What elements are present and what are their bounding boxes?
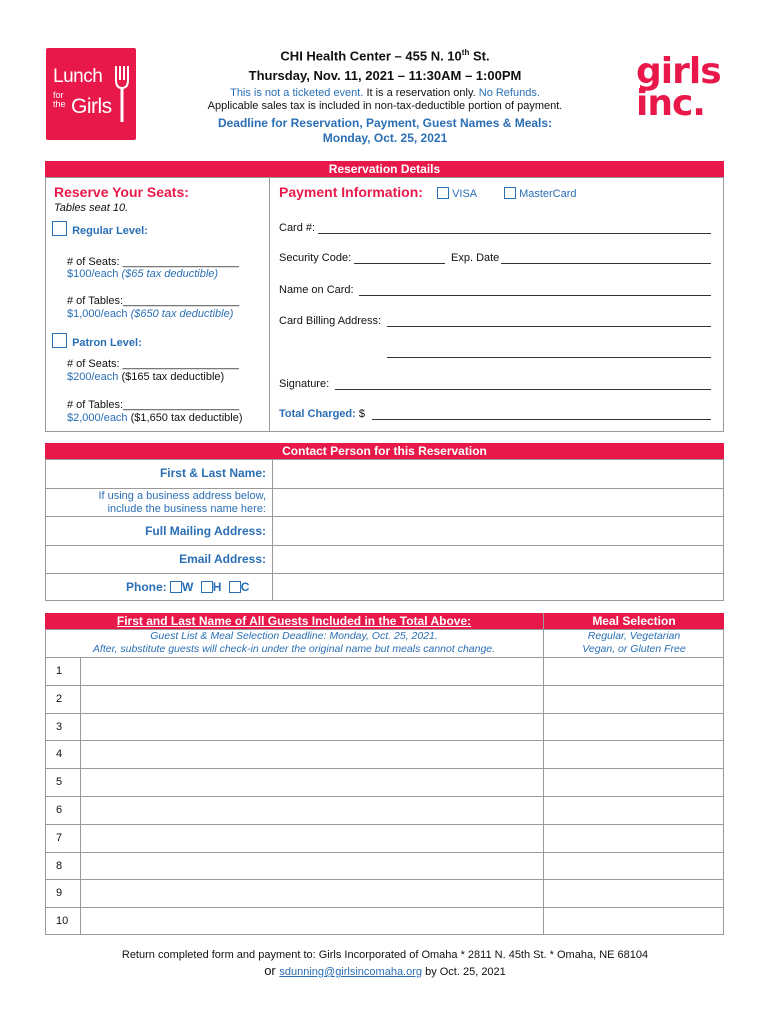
- first-last-name-input[interactable]: [273, 460, 723, 488]
- name-on-card-field[interactable]: [359, 295, 711, 296]
- billing-address-field[interactable]: [387, 326, 711, 327]
- phone-w-label: W: [182, 580, 194, 594]
- patron-level-option[interactable]: [52, 333, 142, 349]
- guest-name-input[interactable]: [81, 769, 543, 796]
- guest-name-input[interactable]: [81, 797, 543, 824]
- regular-level-checkbox[interactable]: [52, 221, 67, 236]
- meal-selection-input[interactable]: [544, 769, 723, 796]
- meal-selection-input[interactable]: [544, 741, 723, 768]
- guest-row-number: 9: [56, 887, 63, 900]
- reserve-seats-heading: Reserve Your Seats:: [54, 184, 189, 200]
- guest-name-input[interactable]: [81, 853, 543, 880]
- guest-name-input[interactable]: [81, 880, 543, 907]
- regular-seats-price: $100/each ($65 tax deductible): [67, 268, 219, 280]
- contact-person-bar: Contact Person for this Reservation: [45, 443, 724, 459]
- guest-note-2: After, substitute guests will check-in under the original name but meals cannot change.: [92, 643, 496, 655]
- patron-seats-price: $200/each ($165 tax deductible): [67, 371, 225, 383]
- security-code-label: Security Code:: [279, 252, 352, 264]
- guest-name-input[interactable]: [81, 686, 543, 713]
- guest-row-number: 5: [56, 776, 63, 789]
- card-number-field[interactable]: [318, 233, 711, 234]
- first-last-name-label: First & Last Name:: [159, 466, 266, 480]
- guest-names-heading: First and Last Name of All Guests Included in the Total Above:: [116, 614, 472, 628]
- regular-tables-price: $1,000/each ($650 tax deductible): [67, 308, 234, 320]
- signature-label: Signature:: [279, 378, 330, 390]
- logo-text: inc.: [636, 83, 705, 124]
- notice-line: This is not a ticketed event. It is a reservation only. No Refunds.: [230, 87, 540, 99]
- phone-options: [126, 580, 249, 594]
- deadline-line-2: Monday, Oct. 25, 2021: [322, 131, 448, 145]
- logo-text: Girls: [71, 95, 112, 118]
- guest-name-input[interactable]: [81, 714, 543, 741]
- regular-tables-field[interactable]: # of Tables:___________________: [67, 295, 240, 307]
- business-note-2: include the business name here:: [107, 503, 266, 515]
- phone-h-label: H: [212, 580, 222, 594]
- meal-selection-input[interactable]: [544, 853, 723, 880]
- visa-option[interactable]: [437, 187, 477, 200]
- regular-level-option[interactable]: [52, 221, 148, 237]
- patron-level-checkbox[interactable]: [52, 333, 67, 348]
- guest-name-input[interactable]: [81, 658, 543, 685]
- regular-level-label: Regular Level:: [72, 225, 148, 237]
- meal-note-1: Regular, Vegetarian: [587, 630, 681, 642]
- guest-row-number: 7: [56, 831, 63, 844]
- logo-text: for the: [53, 90, 66, 109]
- payment-info-heading: Payment Information:: [279, 184, 423, 200]
- phone-w-checkbox[interactable]: [170, 581, 182, 593]
- mastercard-label: MasterCard: [519, 188, 577, 200]
- guest-name-input[interactable]: [81, 825, 543, 852]
- tables-note: Tables seat 10.: [54, 202, 129, 214]
- meal-selection-input[interactable]: [544, 686, 723, 713]
- mailing-address-input[interactable]: [273, 517, 723, 545]
- guest-name-input[interactable]: [81, 908, 543, 935]
- total-charged-field[interactable]: [372, 419, 711, 420]
- phone-c-checkbox[interactable]: [229, 581, 241, 593]
- visa-label: VISA: [452, 188, 478, 200]
- billing-address-field-2[interactable]: [387, 357, 711, 358]
- business-name-input[interactable]: [273, 489, 723, 516]
- guest-row-number: 8: [56, 859, 63, 872]
- meal-selection-input[interactable]: [544, 797, 723, 824]
- guest-row-number: 3: [56, 720, 63, 733]
- reservation-details-bar: Reservation Details: [45, 161, 724, 177]
- mastercard-option[interactable]: [504, 187, 577, 200]
- patron-seats-field[interactable]: # of Seats: ___________________: [67, 358, 239, 370]
- business-note-1: If using a business address below,: [98, 490, 266, 502]
- signature-field[interactable]: [335, 389, 711, 390]
- guest-row-number: 10: [56, 915, 69, 928]
- meal-selection-heading: Meal Selection: [592, 614, 676, 628]
- meal-selection-input[interactable]: [544, 880, 723, 907]
- exp-date-label: Exp. Date: [451, 252, 500, 264]
- exp-date-field[interactable]: [501, 263, 711, 264]
- meal-selection-input[interactable]: [544, 908, 723, 935]
- patron-tables-price: $2,000/each ($1,650 tax deductible): [67, 412, 243, 424]
- security-code-field[interactable]: [354, 263, 445, 264]
- visa-checkbox[interactable]: [437, 187, 449, 199]
- venue-line: CHI Health Center – 455 N. 10th St.: [280, 48, 490, 64]
- tax-note: Applicable sales tax is included in non-tax-deductible portion of payment.: [207, 100, 563, 112]
- guest-name-input[interactable]: [81, 741, 543, 768]
- footer-email-line: or sdunning@girlsincomaha.org by Oct. 25, 2021: [264, 963, 506, 978]
- guest-row-number: 1: [56, 665, 63, 677]
- meal-selection-input[interactable]: [544, 658, 723, 685]
- guest-row-number: 2: [56, 692, 63, 705]
- event-date-time: Thursday, Nov. 11, 2021 – 11:30AM – 1:00PM: [248, 68, 522, 83]
- meal-selection-input[interactable]: [544, 825, 723, 852]
- guest-row-number: 4: [56, 748, 63, 761]
- guest-row-number: 6: [56, 804, 63, 816]
- deadline-line-1: Deadline for Reservation, Payment, Guest Names & Meals:: [217, 116, 553, 130]
- phone-h-checkbox[interactable]: [201, 581, 213, 593]
- meal-note-2: Vegan, or Gluten Free: [582, 643, 686, 655]
- footer-return-line: Return completed form and payment to: Girls Incorporated of Omaha * 2811 N. 45th St. * Omaha, NE 68104: [121, 949, 649, 961]
- girls-inc-logo: [636, 51, 736, 124]
- total-charged: Total Charged: $: [279, 408, 365, 420]
- mastercard-checkbox[interactable]: [504, 187, 516, 199]
- phone-label: Phone:: [126, 580, 167, 594]
- guest-note-1: Guest List & Meal Selection Deadline: Monday, Oct. 25, 2021.: [150, 630, 438, 642]
- phone-input[interactable]: [273, 574, 723, 601]
- email-label: Email Address:: [179, 552, 266, 566]
- patron-tables-field[interactable]: # of Tables:___________________: [67, 399, 240, 411]
- meal-selection-input[interactable]: [544, 714, 723, 741]
- patron-level-label: Patron Level:: [72, 337, 142, 349]
- logo-text: girls: [636, 51, 721, 92]
- email-input[interactable]: [273, 546, 723, 573]
- name-on-card-label: Name on Card:: [279, 284, 354, 296]
- mailing-address-label: Full Mailing Address:: [145, 524, 266, 538]
- billing-address-label: Card Billing Address:: [279, 315, 382, 327]
- regular-seats-field[interactable]: # of Seats: ___________________: [67, 256, 239, 268]
- lunch-for-the-girls-logo: [46, 48, 136, 140]
- logo-text: Lunch: [53, 66, 103, 87]
- card-number-label: Card #:: [279, 222, 316, 234]
- fork-icon: [114, 66, 130, 122]
- phone-c-label: C: [240, 580, 250, 594]
- footer-email-link[interactable]: sdunning@girlsincomaha.org: [279, 966, 423, 978]
